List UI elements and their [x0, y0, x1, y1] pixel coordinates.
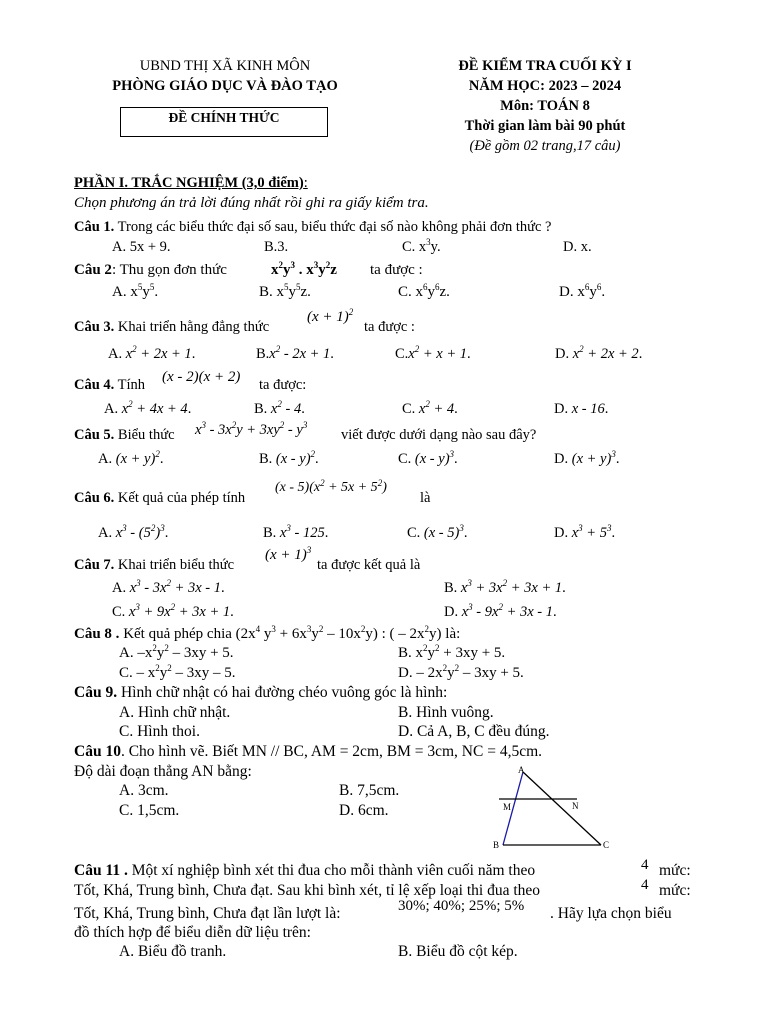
q1-option-b: B.3. [264, 239, 289, 255]
q9-text: Hình chữ nhật có hai đường chéo vuông góc là hình: [117, 684, 448, 701]
section-title-colon: : [303, 175, 308, 191]
q9-option-c: C. Hình thoi. [119, 723, 200, 740]
q6-a-label: A. [98, 525, 113, 541]
q11-line3b: . Hãy lựa chọn biểu [550, 905, 672, 922]
q2-b-label: B. [259, 284, 273, 300]
page-count-note: (Đề gồm 02 trang,17 câu) [469, 138, 621, 154]
q2-label: Câu 2 [74, 262, 112, 278]
q7-expression: $(x + 1)^3$ [265, 545, 312, 563]
q7-option-d: D. $x^3 - 9x^2 + 3x - 1$. [444, 602, 557, 620]
q10-option-b: B. 7,5cm. [339, 782, 400, 799]
question-2 [74, 262, 227, 279]
side-ac [523, 772, 601, 845]
q5-option-c: C. (x - y)$^3$. [398, 449, 458, 467]
q7-c-label: C. [112, 604, 126, 620]
q7-text: Khai triển biểu thức [114, 557, 235, 573]
triangle-figure [485, 760, 615, 854]
q10-option-d: D. 6cm. [339, 802, 389, 819]
q6-c-label: C. [407, 525, 421, 541]
q5-option-a: A. $(x + y)^2$. [98, 449, 164, 467]
q5-tail: viết được dưới dạng nào sau đây? [341, 427, 537, 443]
header-district: UBND THỊ XÃ KINH MÔN [139, 58, 311, 74]
section-title-text: PHẦN I. TRẮC NGHIỆM (3,0 điểm) [74, 175, 304, 191]
q6-text: Kết quả của phép tính [114, 490, 246, 506]
q3-b-label: B. [256, 346, 270, 362]
q1-option-c [402, 239, 441, 256]
q6-b-label: B. [263, 525, 277, 541]
q6-option-d: D. $x^3 + 5^3$. [554, 523, 616, 541]
question-6 [74, 490, 245, 507]
q7-tail: ta được kết quả là [317, 557, 421, 573]
q3-option-b: $B.x^2 - 2x + 1$. [256, 344, 334, 362]
q7-label: Câu 7. [74, 557, 115, 573]
q4-option-b: B. $x^2 - 4$. [254, 399, 305, 417]
q8-d-label: D. [398, 665, 413, 681]
exam-title: ĐỀ KIỂM TRA CUỐI KỲ I [458, 58, 632, 74]
q7-option-a: A. $x^3 - 3x^2 + 3x - 1$. [112, 578, 225, 596]
q3-tail: ta được : [364, 319, 415, 335]
q3-a-label: A. [108, 346, 123, 362]
q6-option-c: C. (x - 5)$^3$. [407, 523, 468, 541]
q11-label: Câu 11 . [74, 862, 128, 879]
q5-a-label: A. [98, 451, 113, 467]
q7-option-b: B. $x^3 + 3x^2 + 3x + 1$. [444, 578, 566, 596]
q5-option-b: B. (x - y)$^2$. [259, 449, 319, 467]
q4-a-label: A. [104, 401, 119, 417]
q5-c-label: C. [398, 451, 412, 467]
subject: Môn: TOÁN 8 [500, 98, 590, 114]
q2-tail: ta được : [370, 262, 423, 278]
q6-d-label: D. [554, 525, 569, 541]
q4-label: Câu 4. [74, 377, 115, 393]
q4-option-d: D. x - 16. [554, 401, 609, 417]
q7-b-label: B. [444, 580, 458, 596]
q8-b-label: B. [398, 645, 412, 661]
question-8: Câu 8 . Kết quả phép chia ($2x^4$ $y^3 + 6x^3y^2 - 10x^2y$) : ( – $2x^2y$) là: [74, 624, 461, 642]
q1-option-a: A. 5x + 9. [112, 239, 171, 255]
q5-label: Câu 5. [74, 427, 115, 443]
q2-option-d: D. $x^6y^6$. [559, 282, 606, 300]
q2-option-c: C. $x^6y^6z$. [398, 282, 450, 300]
q8-option-d: D. – $2x^2y^2 - 3xy + 5$. [398, 663, 524, 681]
q3-option-a: A. $x^2 + 2x + 1$. [108, 344, 196, 362]
q3-label: Câu 3. [74, 319, 115, 335]
q8-text: Kết quả phép chia [119, 626, 232, 642]
q9-option-d: D. Cả A, B, C đều đúng. [398, 723, 550, 740]
q11-line2: Tốt, Khá, Trung bình, Chưa đạt. Sau khi bình xét, tỉ lệ xếp loại thi đua theo [74, 882, 541, 899]
question-5 [74, 427, 175, 444]
q8-option-c: C. – $x^2y^2 - 3xy - 5$. [119, 663, 236, 681]
q3-text: Khai triển hằng đẳng thức [114, 319, 270, 335]
section-title [74, 175, 308, 192]
q2-text: : Thu gọn đơn thức [111, 262, 227, 278]
q1-text: Trong các biểu thức đại số sau, biểu thức đại số nào không phải đơn thức ? [114, 219, 552, 235]
q2-c-label: C. [398, 284, 412, 300]
point-m-label: M [503, 802, 512, 812]
question-4 [74, 377, 145, 394]
q5-text: Biểu thức [114, 427, 175, 443]
section-instruction: Chọn phương án trả lời đúng nhất rồi ghi ra giấy kiểm tra. [74, 195, 429, 211]
q2-a-label: A. [112, 284, 127, 300]
vertex-a-label: A [518, 765, 525, 775]
school-year: NĂM HỌC: 2023 – 2024 [468, 78, 622, 94]
q7-option-c: C. $x^3 + 9x^2 + 3x + 1$. [112, 602, 234, 620]
q1-label: Câu 1. [74, 219, 115, 235]
q5-b-label: B. [259, 451, 273, 467]
q5-option-d: D. $(x + y)^3$. [554, 449, 620, 467]
q11-line3: Tốt, Khá, Trung bình, Chưa đạt lần lượt là: [74, 905, 341, 922]
q7-a-label: A. [112, 580, 127, 596]
q6-expression: $(x - 5)(x^2 + 5x + 5^2)$ [275, 478, 387, 495]
q10-label: Câu 10 [74, 743, 121, 760]
header-department-text: PHÒNG GIÁO DỤC VÀ ĐÀO TẠO [112, 78, 338, 94]
q1-c-exp: 3 [426, 237, 431, 247]
q3-c-label: C. [395, 346, 409, 362]
question-3 [74, 319, 269, 336]
q2-option-b: B. $x^5y^5z$. [259, 282, 311, 300]
q3-d-label: D. [555, 346, 570, 362]
q5-d-label: D. [554, 451, 569, 467]
q10-text: . Cho hình vẽ. Biết MN // BC, AM = 2cm, BM = 3cm, NC = 4,5cm. [120, 743, 543, 760]
q11-line1: Một xí nghiệp bình xét thi đua cho mỗi thành viên cuối năm theo [127, 862, 536, 879]
vertex-b-label: B [493, 840, 500, 850]
question-10 [74, 743, 542, 761]
q5-expression: $x^3 - 3x^2y + 3xy^2 - y^3$ [195, 420, 308, 438]
question-7 [74, 557, 234, 574]
q4-option-c: C. $x^2 + 4$. [402, 399, 458, 417]
q6-option-a: A. $x^3 - (5^2)^3$. [98, 523, 169, 541]
q10-option-c: C. 1,5cm. [119, 802, 180, 819]
q11-num-2: 4 [641, 877, 649, 893]
header-department [90, 78, 360, 95]
q3-option-c: $C.x^2 + x + 1$. [395, 344, 471, 362]
q1-option-d: D. x. [563, 239, 592, 255]
q4-d-label: D. [554, 401, 569, 417]
q11-option-b: B. Biểu đồ cột kép. [398, 943, 518, 960]
q3-expression: $(x + 1)^2$ [307, 307, 354, 325]
q6-option-b: B. $x^3 - 125$. [263, 523, 329, 541]
q11-num-1: 4 [641, 857, 649, 873]
q11-option-a: A. Biểu đồ tranh. [119, 943, 227, 960]
q1-c-tail: y. [430, 239, 441, 255]
question-9 [74, 684, 447, 702]
q11-line4: đồ thích hợp để biểu diễn dữ liệu trên: [74, 924, 311, 941]
question-11 [74, 862, 535, 880]
q4-expression: (x - 2)(x + 2) [162, 369, 241, 385]
q9-label: Câu 9. [74, 684, 118, 701]
q3-option-d: D. $x^2 + 2x + 2$. [555, 344, 643, 362]
q11-muc-2: mức: [659, 882, 691, 899]
q2-option-a: A. $x^5y^5$. [112, 282, 159, 300]
q11-percentages: 30%; 40%; 25%; 5% [398, 898, 525, 914]
q4-c-label: C. [402, 401, 416, 417]
q4-b-label: B. [254, 401, 268, 417]
q11-muc-1: mức: [659, 862, 691, 879]
duration: Thời gian làm bài 90 phút [464, 118, 626, 134]
q6-tail: là [420, 490, 431, 506]
q1-c-base: C. x [402, 239, 427, 255]
q4-text: Tính [114, 377, 146, 393]
q9-option-b: B. Hình vuông. [398, 704, 494, 721]
q10-text-2: Độ dài đoạn thẳng AN bằng: [74, 763, 252, 780]
official-label: ĐỀ CHÍNH THỨC [168, 110, 280, 125]
q4-option-a: A. $x^2 + 4x + 4$. [104, 399, 192, 417]
q9-option-a: A. Hình chữ nhật. [119, 704, 231, 721]
q8-option-b: B. $x^2y^2 + 3xy + 5$. [398, 643, 506, 661]
q6-label: Câu 6. [74, 490, 115, 506]
q4-tail: ta được: [259, 377, 307, 393]
vertex-c-label: C [603, 840, 610, 850]
q2-expression: $x^2y^3$ . $x^3y^2z$ [271, 260, 337, 278]
q7-d-label: D. [444, 604, 459, 620]
q8-a-label: A. [119, 645, 134, 661]
q8-c-label: C. [119, 665, 133, 681]
q8-label: Câu 8 . [74, 626, 120, 642]
q2-d-label: D. [559, 284, 574, 300]
q8-option-a: A. $-x^2y^2 - 3xy + 5$. [119, 643, 234, 661]
question-1 [74, 219, 551, 236]
q10-option-a: A. 3cm. [119, 782, 169, 799]
point-n-label: N [572, 801, 579, 811]
